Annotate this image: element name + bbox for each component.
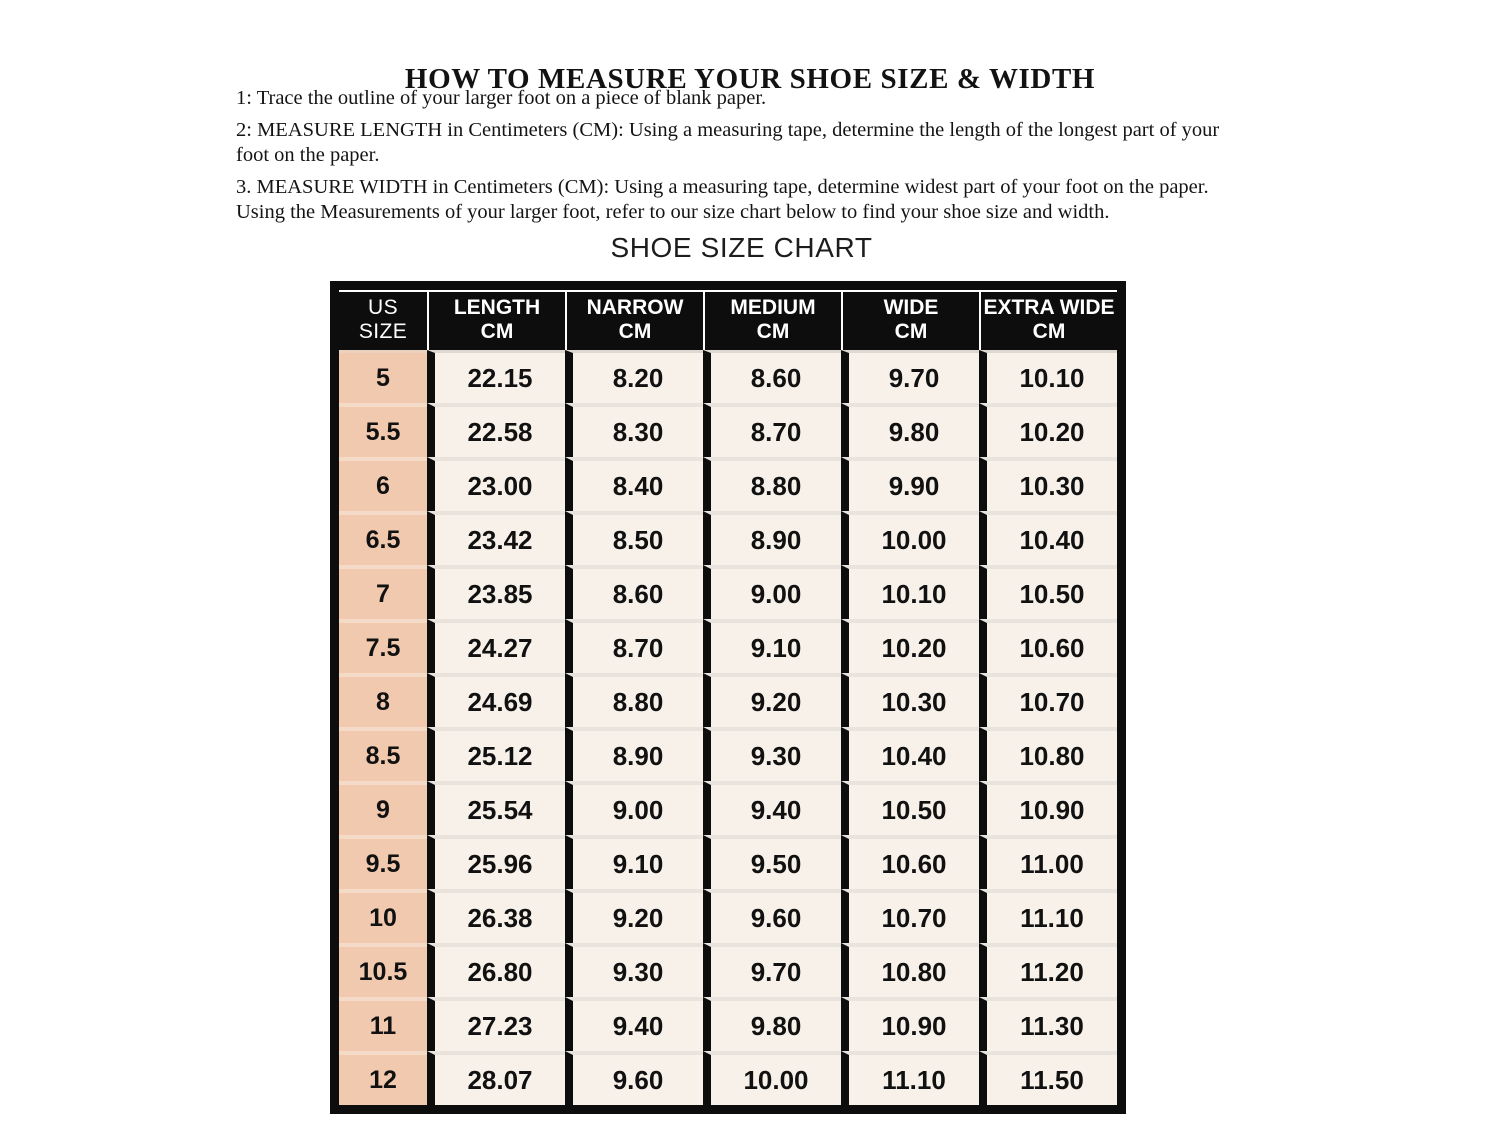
- table-row: [339, 565, 1117, 619]
- us-size-cell: 7: [339, 565, 427, 619]
- table-row: [339, 511, 1117, 565]
- us-size-cell: 12: [339, 1051, 427, 1105]
- size-table-body: [339, 350, 1117, 1105]
- wide-cell: 10.50: [841, 781, 979, 835]
- size-table: [330, 281, 1126, 1114]
- length-cell: 26.80: [427, 943, 565, 997]
- length-cell: 25.54: [427, 781, 565, 835]
- table-row: [339, 1051, 1117, 1105]
- narrow-cell: 8.40: [565, 457, 703, 511]
- column-header-label: NARROW: [586, 296, 684, 319]
- us-size-cell: 5.5: [339, 403, 427, 457]
- medium-cell: 9.80: [703, 997, 841, 1051]
- table-row: [339, 889, 1117, 943]
- extra-wide-cell: 10.20: [979, 403, 1117, 457]
- table-header-row: [339, 290, 1117, 350]
- instructions-block: [236, 86, 1226, 226]
- us-size-cell: 7.5: [339, 619, 427, 673]
- extra-wide-cell: 11.30: [979, 997, 1117, 1051]
- medium-cell: 9.20: [703, 673, 841, 727]
- table-row: [339, 997, 1117, 1051]
- medium-cell: 9.00: [703, 565, 841, 619]
- table-row: [339, 403, 1117, 457]
- narrow-cell: 8.30: [565, 403, 703, 457]
- extra-wide-cell: 11.20: [979, 943, 1117, 997]
- column-header-unit: SIZE: [358, 320, 408, 343]
- length-cell: 23.85: [427, 565, 565, 619]
- table-row: [339, 457, 1117, 511]
- us-size-cell: 8.5: [339, 727, 427, 781]
- narrow-cell: 9.20: [565, 889, 703, 943]
- wide-cell: 10.80: [841, 943, 979, 997]
- wide-cell: 10.70: [841, 889, 979, 943]
- extra-wide-cell: 10.70: [979, 673, 1117, 727]
- narrow-cell: 8.20: [565, 350, 703, 403]
- narrow-cell: 8.50: [565, 511, 703, 565]
- table-row: [339, 835, 1117, 889]
- extra-wide-cell: 10.60: [979, 619, 1117, 673]
- wide-cell: 10.40: [841, 727, 979, 781]
- narrow-cell: 9.10: [565, 835, 703, 889]
- wide-cell: 9.90: [841, 457, 979, 511]
- us-size-cell: 10.5: [339, 943, 427, 997]
- table-row: [339, 350, 1117, 403]
- extra-wide-cell: 10.90: [979, 781, 1117, 835]
- length-cell: 24.69: [427, 673, 565, 727]
- wide-cell: 10.30: [841, 673, 979, 727]
- medium-cell: 8.70: [703, 403, 841, 457]
- extra-wide-cell: 10.10: [979, 350, 1117, 403]
- us-size-cell: 8: [339, 673, 427, 727]
- narrow-cell: 8.90: [565, 727, 703, 781]
- length-cell: 22.58: [427, 403, 565, 457]
- column-header-wide: [841, 290, 979, 350]
- column-header-label: LENGTH: [453, 296, 541, 319]
- extra-wide-cell: 11.00: [979, 835, 1117, 889]
- length-cell: 28.07: [427, 1051, 565, 1105]
- instruction-step-1: 1: Trace the outline of your larger foot on a piece of blank paper.: [236, 87, 767, 109]
- narrow-cell: 9.40: [565, 997, 703, 1051]
- table-row: [339, 727, 1117, 781]
- table-row: [339, 619, 1117, 673]
- wide-cell: 10.20: [841, 619, 979, 673]
- column-header-length: [427, 290, 565, 350]
- instruction-step-3: 3. MEASURE WIDTH in Centimeters (CM): Using a measuring tape, determine widest part of your foot on the paper.: [236, 175, 1209, 198]
- medium-cell: 9.50: [703, 835, 841, 889]
- length-cell: 25.96: [427, 835, 565, 889]
- column-header-extra-wide: [979, 290, 1117, 350]
- column-header-narrow: [565, 290, 703, 350]
- extra-wide-cell: 10.80: [979, 727, 1117, 781]
- column-header-medium: [703, 290, 841, 350]
- medium-cell: 8.60: [703, 350, 841, 403]
- narrow-cell: 8.70: [565, 619, 703, 673]
- narrow-cell: 8.80: [565, 673, 703, 727]
- extra-wide-cell: 11.50: [979, 1051, 1117, 1105]
- table-row: [339, 943, 1117, 997]
- wide-cell: 9.80: [841, 403, 979, 457]
- length-cell: 23.00: [427, 457, 565, 511]
- column-header-label: EXTRA WIDE: [983, 296, 1115, 319]
- medium-cell: 9.40: [703, 781, 841, 835]
- instruction-step-2: 2: MEASURE LENGTH in Centimeters (CM): Using a measuring tape, determine the length of the longest part of your foot on the paper.: [236, 118, 1220, 166]
- extra-wide-cell: 10.30: [979, 457, 1117, 511]
- length-cell: 22.15: [427, 350, 565, 403]
- column-header-unit: CM: [756, 320, 790, 343]
- medium-cell: 8.90: [703, 511, 841, 565]
- medium-cell: 10.00: [703, 1051, 841, 1105]
- wide-cell: 9.70: [841, 350, 979, 403]
- wide-cell: 10.90: [841, 997, 979, 1051]
- column-header-label: WIDE: [883, 296, 939, 319]
- column-header-unit: CM: [894, 320, 928, 343]
- column-header-unit: CM: [480, 320, 514, 343]
- extra-wide-cell: 10.50: [979, 565, 1117, 619]
- narrow-cell: 9.60: [565, 1051, 703, 1105]
- medium-cell: 9.70: [703, 943, 841, 997]
- shoe-size-chart-heading: SHOE SIZE CHART: [610, 232, 873, 263]
- medium-cell: 9.10: [703, 619, 841, 673]
- extra-wide-cell: 10.40: [979, 511, 1117, 565]
- us-size-cell: 11: [339, 997, 427, 1051]
- length-cell: 25.12: [427, 727, 565, 781]
- extra-wide-cell: 11.10: [979, 889, 1117, 943]
- length-cell: 23.42: [427, 511, 565, 565]
- length-cell: 24.27: [427, 619, 565, 673]
- page-title: HOW TO MEASURE YOUR SHOE SIZE & WIDTH: [404, 63, 1096, 96]
- column-header-unit: CM: [618, 320, 652, 343]
- narrow-cell: 9.30: [565, 943, 703, 997]
- column-header-label: MEDIUM: [730, 296, 816, 319]
- length-cell: 26.38: [427, 889, 565, 943]
- narrow-cell: 8.60: [565, 565, 703, 619]
- column-header-us-size: [339, 290, 427, 350]
- table-row: [339, 673, 1117, 727]
- us-size-cell: 5: [339, 350, 427, 403]
- medium-cell: 9.60: [703, 889, 841, 943]
- narrow-cell: 9.00: [565, 781, 703, 835]
- wide-cell: 11.10: [841, 1051, 979, 1105]
- medium-cell: 8.80: [703, 457, 841, 511]
- column-header-label: US: [368, 296, 398, 319]
- us-size-cell: 6.5: [339, 511, 427, 565]
- instruction-note: Using the Measurements of your larger foot, refer to our size chart below to find your shoe size and width.: [236, 201, 1110, 223]
- table-row: [339, 781, 1117, 835]
- length-cell: 27.23: [427, 997, 565, 1051]
- medium-cell: 9.30: [703, 727, 841, 781]
- column-header-unit: CM: [1032, 320, 1066, 343]
- us-size-cell: 6: [339, 457, 427, 511]
- us-size-cell: 10: [339, 889, 427, 943]
- wide-cell: 10.00: [841, 511, 979, 565]
- wide-cell: 10.60: [841, 835, 979, 889]
- us-size-cell: 9.5: [339, 835, 427, 889]
- us-size-cell: 9: [339, 781, 427, 835]
- wide-cell: 10.10: [841, 565, 979, 619]
